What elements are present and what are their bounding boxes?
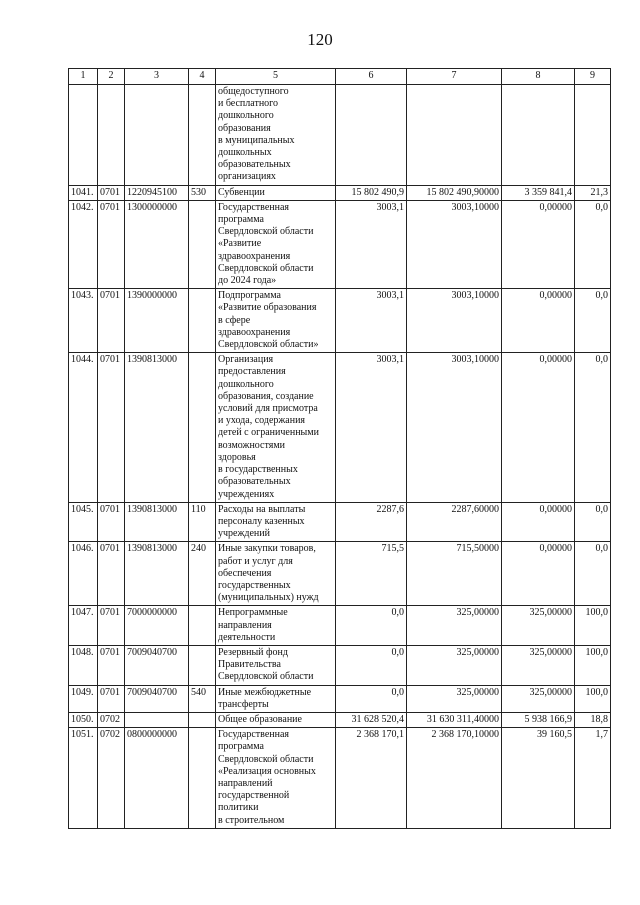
execution-percent-cell: 100,0 — [575, 685, 611, 712]
executed-amount-cell: 0,00000 — [502, 200, 575, 288]
section-code-cell: 0702 — [98, 712, 125, 727]
table-row — [69, 85, 611, 186]
approved-amount-cell: 0,0 — [336, 606, 407, 646]
approved-amount-cell: 0,0 — [336, 685, 407, 712]
section-code-cell: 0701 — [98, 685, 125, 712]
revised-amount-cell: 3003,10000 — [407, 353, 502, 502]
execution-percent-cell: 0,0 — [575, 200, 611, 288]
target-article-code-cell — [125, 85, 189, 186]
approved-amount-cell: 2 368 170,1 — [336, 728, 407, 829]
revised-amount-cell: 325,00000 — [407, 685, 502, 712]
approved-amount-cell: 2287,6 — [336, 502, 407, 542]
revised-amount-cell: 3003,10000 — [407, 289, 502, 353]
expense-type-code-cell — [189, 85, 216, 186]
table-row — [69, 200, 611, 288]
revised-amount-cell: 31 630 311,40000 — [407, 712, 502, 727]
row-number-cell: 1044. — [69, 353, 98, 502]
section-code-cell: 0701 — [98, 353, 125, 502]
expense-type-code-cell: 540 — [189, 685, 216, 712]
expense-type-code-cell — [189, 645, 216, 685]
execution-percent-cell: 100,0 — [575, 645, 611, 685]
column-header: 9 — [575, 69, 611, 85]
section-code-cell: 0701 — [98, 289, 125, 353]
approved-amount-cell: 3003,1 — [336, 200, 407, 288]
item-name-cell: Общее образование — [216, 712, 336, 727]
table-row — [69, 502, 611, 542]
execution-percent-cell: 1,7 — [575, 728, 611, 829]
column-header: 8 — [502, 69, 575, 85]
item-name-cell: Иные закупки товаров, работ и услуг для обеспечения государственных (муниципальных) нужд — [216, 542, 336, 606]
execution-percent-cell: 21,3 — [575, 185, 611, 200]
item-name-cell: общедоступного и бесплатного дошкольного образования в муниципальных дошкольных образовательных организациях — [216, 85, 336, 186]
executed-amount-cell: 0,00000 — [502, 353, 575, 502]
table-row — [69, 728, 611, 829]
row-number-cell: 1049. — [69, 685, 98, 712]
target-article-code-cell — [125, 712, 189, 727]
revised-amount-cell: 2 368 170,10000 — [407, 728, 502, 829]
section-code-cell: 0701 — [98, 200, 125, 288]
target-article-code-cell: 7009040700 — [125, 685, 189, 712]
table-row — [69, 185, 611, 200]
table-row — [69, 685, 611, 712]
item-name-cell: Резервный фонд Правительства Свердловской области — [216, 645, 336, 685]
approved-amount-cell: 0,0 — [336, 645, 407, 685]
revised-amount-cell — [407, 85, 502, 186]
column-header: 4 — [189, 69, 216, 85]
table-row — [69, 645, 611, 685]
target-article-code-cell: 0800000000 — [125, 728, 189, 829]
section-code-cell: 0701 — [98, 502, 125, 542]
row-number-cell: 1043. — [69, 289, 98, 353]
target-article-code-cell: 1390813000 — [125, 542, 189, 606]
table-row — [69, 542, 611, 606]
item-name-cell: Расходы на выплаты персоналу казенных учреждений — [216, 502, 336, 542]
execution-percent-cell: 0,0 — [575, 289, 611, 353]
section-code-cell: 0701 — [98, 185, 125, 200]
expense-type-code-cell — [189, 353, 216, 502]
executed-amount-cell — [502, 85, 575, 186]
expense-type-code-cell — [189, 606, 216, 646]
target-article-code-cell: 7000000000 — [125, 606, 189, 646]
expense-type-code-cell: 240 — [189, 542, 216, 606]
approved-amount-cell: 715,5 — [336, 542, 407, 606]
target-article-code-cell: 7009040700 — [125, 645, 189, 685]
revised-amount-cell: 2287,60000 — [407, 502, 502, 542]
approved-amount-cell: 3003,1 — [336, 353, 407, 502]
target-article-code-cell: 1220945100 — [125, 185, 189, 200]
revised-amount-cell: 325,00000 — [407, 606, 502, 646]
column-header: 5 — [216, 69, 336, 85]
revised-amount-cell: 15 802 490,90000 — [407, 185, 502, 200]
target-article-code-cell: 1390000000 — [125, 289, 189, 353]
revised-amount-cell: 715,50000 — [407, 542, 502, 606]
item-name-cell: Подпрограмма «Развитие образования в сфере здравоохранения Свердловской области» — [216, 289, 336, 353]
row-number-cell: 1045. — [69, 502, 98, 542]
column-header: 2 — [98, 69, 125, 85]
execution-percent-cell — [575, 85, 611, 186]
row-number-cell: 1048. — [69, 645, 98, 685]
table-body — [69, 85, 611, 829]
approved-amount-cell: 31 628 520,4 — [336, 712, 407, 727]
expense-type-code-cell: 530 — [189, 185, 216, 200]
row-number-cell: 1051. — [69, 728, 98, 829]
execution-percent-cell: 100,0 — [575, 606, 611, 646]
column-header: 6 — [336, 69, 407, 85]
item-name-cell: Иные межбюджетные трансферты — [216, 685, 336, 712]
row-number-cell: 1041. — [69, 185, 98, 200]
item-name-cell: Субвенции — [216, 185, 336, 200]
executed-amount-cell: 0,00000 — [502, 502, 575, 542]
column-header: 3 — [125, 69, 189, 85]
execution-percent-cell: 18,8 — [575, 712, 611, 727]
execution-percent-cell: 0,0 — [575, 542, 611, 606]
approved-amount-cell: 15 802 490,9 — [336, 185, 407, 200]
executed-amount-cell: 0,00000 — [502, 542, 575, 606]
row-number-cell: 1046. — [69, 542, 98, 606]
table-row — [69, 353, 611, 502]
table-row — [69, 606, 611, 646]
column-header: 7 — [407, 69, 502, 85]
expense-type-code-cell — [189, 200, 216, 288]
executed-amount-cell: 5 938 166,9 — [502, 712, 575, 727]
item-name-cell: Непрограммные направления деятельности — [216, 606, 336, 646]
target-article-code-cell: 1390813000 — [125, 502, 189, 542]
section-code-cell — [98, 85, 125, 186]
executed-amount-cell: 325,00000 — [502, 645, 575, 685]
section-code-cell: 0701 — [98, 606, 125, 646]
execution-percent-cell: 0,0 — [575, 353, 611, 502]
expense-type-code-cell — [189, 728, 216, 829]
execution-percent-cell: 0,0 — [575, 502, 611, 542]
column-header: 1 — [69, 69, 98, 85]
approved-amount-cell: 3003,1 — [336, 289, 407, 353]
revised-amount-cell: 3003,10000 — [407, 200, 502, 288]
expense-type-code-cell — [189, 712, 216, 727]
row-number-cell: 1050. — [69, 712, 98, 727]
section-code-cell: 0701 — [98, 645, 125, 685]
section-code-cell: 0701 — [98, 542, 125, 606]
revised-amount-cell: 325,00000 — [407, 645, 502, 685]
table-header-row — [69, 69, 611, 85]
executed-amount-cell: 39 160,5 — [502, 728, 575, 829]
item-name-cell: Государственная программа Свердловской области «Реализация основных направлений государственной политики в строительном — [216, 728, 336, 829]
approved-amount-cell — [336, 85, 407, 186]
executed-amount-cell: 3 359 841,4 — [502, 185, 575, 200]
item-name-cell: Организация предоставления дошкольного образования, создание условий для присмотра и ухода, содержания детей с ограниченными возможностями здоровья в государственных образовательных учреждениях — [216, 353, 336, 502]
row-number-cell — [69, 85, 98, 186]
section-code-cell: 0702 — [98, 728, 125, 829]
item-name-cell: Государственная программа Свердловской области «Развитие здравоохранения Свердловской области до 2024 года» — [216, 200, 336, 288]
page-number: 120 — [307, 30, 333, 49]
budget-table — [68, 68, 611, 829]
expense-type-code-cell — [189, 289, 216, 353]
row-number-cell: 1047. — [69, 606, 98, 646]
target-article-code-cell: 1300000000 — [125, 200, 189, 288]
executed-amount-cell: 325,00000 — [502, 606, 575, 646]
expense-type-code-cell: 110 — [189, 502, 216, 542]
row-number-cell: 1042. — [69, 200, 98, 288]
target-article-code-cell: 1390813000 — [125, 353, 189, 502]
table-row — [69, 289, 611, 353]
executed-amount-cell: 0,00000 — [502, 289, 575, 353]
executed-amount-cell: 325,00000 — [502, 685, 575, 712]
table-row — [69, 712, 611, 727]
